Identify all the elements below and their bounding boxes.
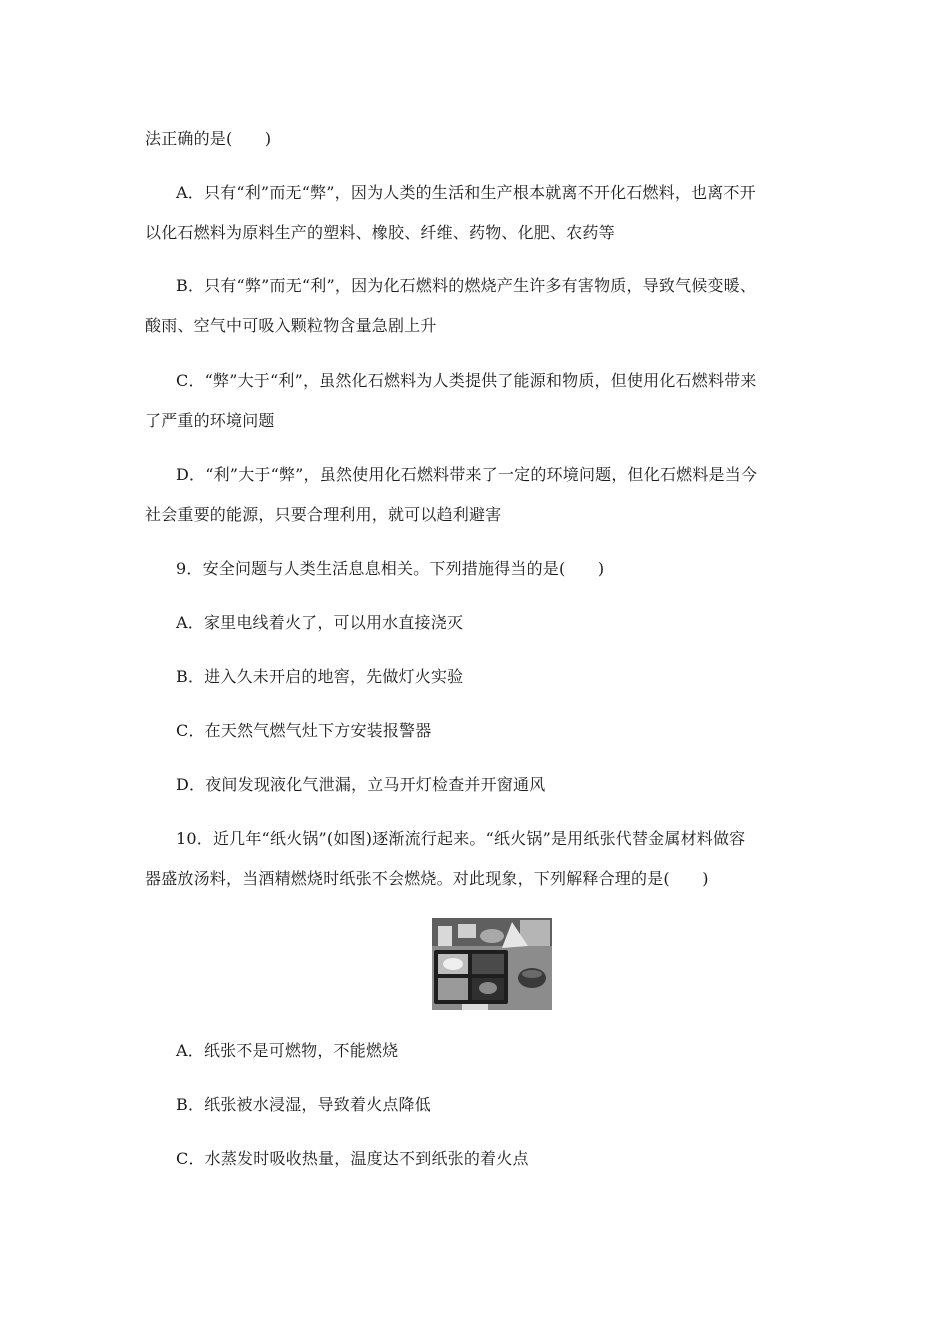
- paper-hotpot-photo: [432, 918, 552, 1010]
- question-8-option-b-continued: 酸雨、空气中可吸入颗粒物含量急剧上升: [145, 316, 437, 335]
- question-10-stem: 10．近几年“纸火锅”(如图)逐渐流行起来。“纸火锅”是用纸张代替金属材料做容: [176, 829, 746, 848]
- question-8-option-c: C．“弊”大于“利”，虽然化石燃料为人类提供了能源和物质，但使用化石燃料带来: [176, 371, 757, 390]
- question-8-option-d: D．“利”大于“弊”，虽然使用化石燃料带来了一定的环境问题，但化石燃料是当今: [176, 465, 758, 484]
- question-9-option-c: C．在天然气燃气灶下方安装报警器: [176, 721, 432, 740]
- question-10-stem-continued: 器盛放汤料，当酒精燃烧时纸张不会燃烧。对此现象，下列解释合理的是( ): [145, 869, 709, 888]
- question-9-option-d: D．夜间发现液化气泄漏，立马开灯检查并开窗通风: [176, 775, 546, 794]
- question-8-stem-end: 法正确的是( ): [145, 129, 272, 148]
- question-10-option-c: C．水蒸发时吸收热量，温度达不到纸张的着火点: [176, 1149, 529, 1168]
- question-8-option-c-continued: 了严重的环境问题: [145, 411, 275, 430]
- question-10-option-b: B．纸张被水浸湿，导致着火点降低: [176, 1095, 431, 1114]
- question-9-option-b: B．进入久未开启的地窖，先做灯火实验: [176, 667, 464, 686]
- paper-hotpot-illustration: [432, 918, 552, 1010]
- question-9-stem: 9．安全问题与人类生活息息相关。下列措施得当的是( ): [176, 559, 605, 578]
- question-8-option-a: A．只有“利”而无“弊”，因为人类的生活和生产根本就离不开化石燃料，也离不开: [176, 183, 756, 202]
- question-9-option-a: A．家里电线着火了，可以用水直接浇灭: [176, 613, 464, 632]
- question-10-option-a: A．纸张不是可燃物，不能燃烧: [176, 1041, 399, 1060]
- question-8-option-d-continued: 社会重要的能源，只要合理利用，就可以趋利避害: [145, 505, 502, 524]
- question-8-option-a-continued: 以化石燃料为原料生产的塑料、橡胶、纤维、药物、化肥、农药等: [145, 223, 615, 242]
- question-8-option-b: B．只有“弊”而无“利”，因为化石燃料的燃烧产生许多有害物质，导致气候变暖、: [176, 276, 757, 295]
